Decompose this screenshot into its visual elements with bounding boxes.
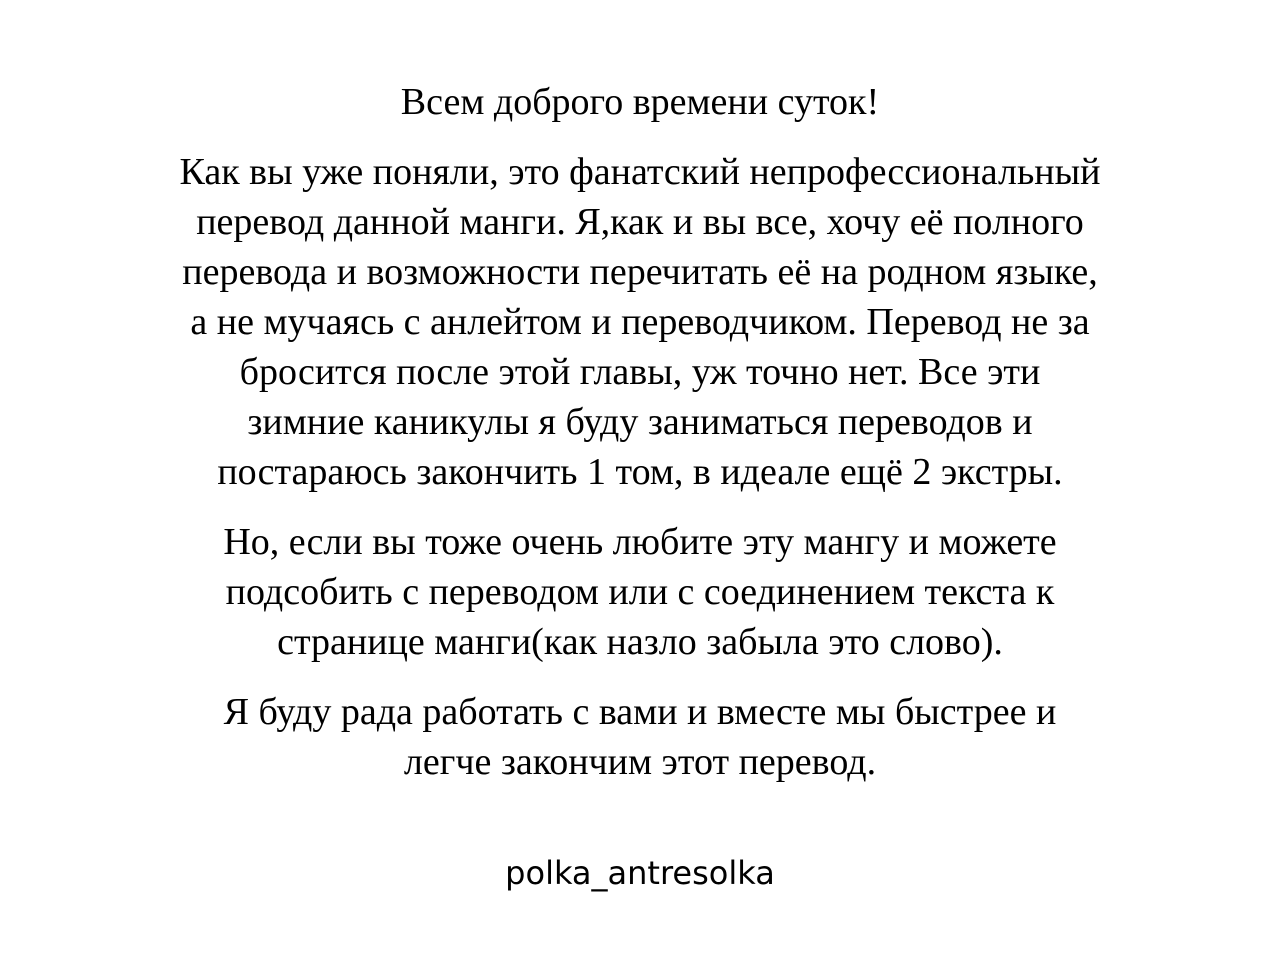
paragraph-1-line-2: перевод данной манги. Я,как и вы все, хочу её полного bbox=[196, 201, 1084, 243]
paragraph-1-line-1: Как вы уже поняли, это фанатский непрофессиональный bbox=[179, 151, 1101, 193]
paragraph-3-line-1: Я буду рада работать с вами и вместе мы быстрее и bbox=[223, 691, 1057, 733]
paragraph-2-line-3: странице манги(как назло забыла это слово). bbox=[277, 621, 1003, 663]
paragraph-1-line-4: а не мучаясь с анлейтом и переводчиком. Перевод не за bbox=[190, 301, 1090, 343]
paragraph-1-line-7: постараюсь закончить 1 том, в идеале ещё 2 экстры. bbox=[217, 451, 1063, 493]
paragraph-2-line-2: подсобить с переводом или с соединением текста к bbox=[225, 571, 1055, 613]
paragraph-1-line-6: зимние каникулы я буду заниматься переводов и bbox=[247, 401, 1033, 443]
paragraph-1-line-3: перевода и возможности перечитать её на родном языке, bbox=[182, 251, 1098, 293]
paragraph-2-line-1: Но, если вы тоже очень любите эту мангу и можете bbox=[223, 521, 1057, 563]
signature-handle: polka_antresolka bbox=[505, 854, 775, 892]
paragraph-3-line-2: легче закончим этот перевод. bbox=[403, 741, 877, 783]
greeting-line: Всем доброго времени суток! bbox=[400, 81, 880, 123]
paragraph-1-line-5: бросится после этой главы, уж точно нет. Все эти bbox=[239, 351, 1041, 393]
